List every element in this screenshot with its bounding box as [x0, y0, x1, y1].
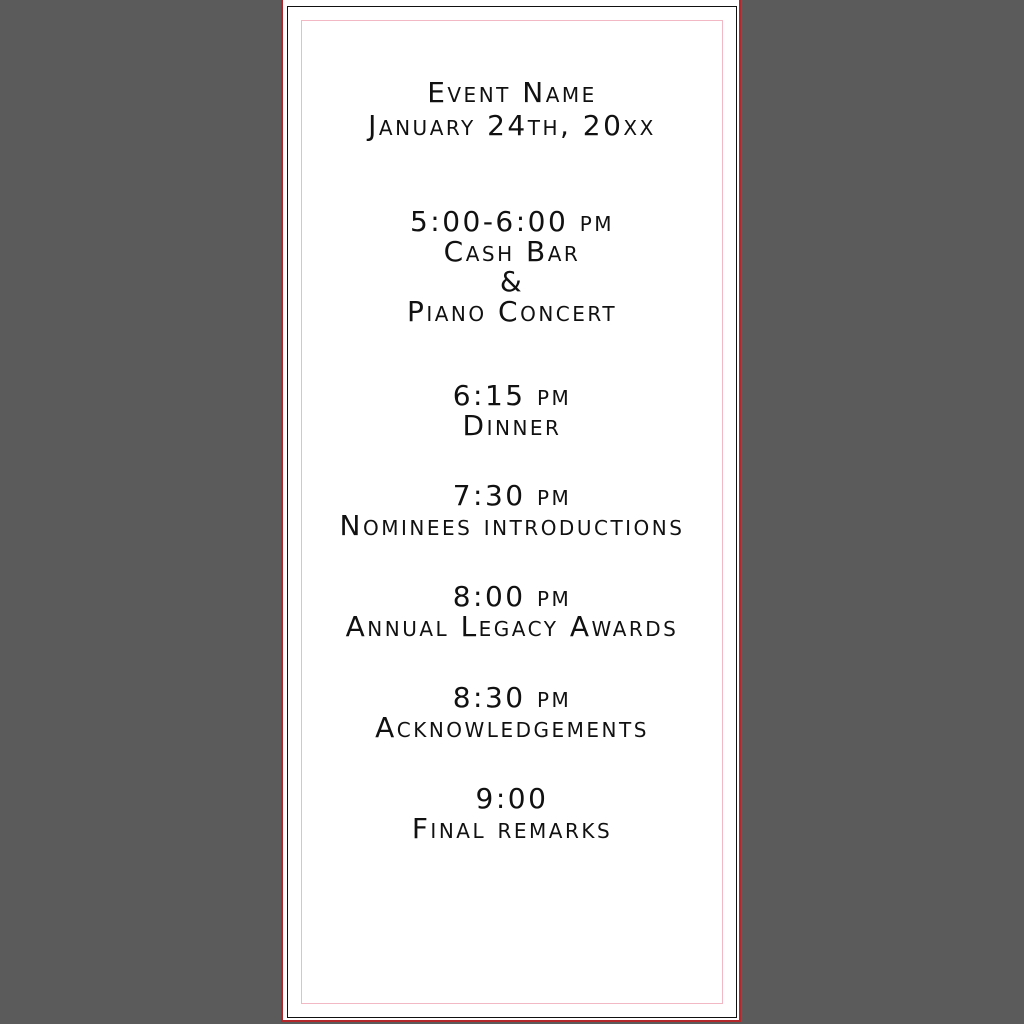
- schedule-time: 7:30 pm: [452, 479, 572, 512]
- schedule-activity: Final remarks: [411, 812, 613, 845]
- schedule-item: [301, 784, 723, 844]
- event-date: January 24th, 20xx: [368, 109, 656, 142]
- schedule-activity: Annual Legacy Awards: [345, 610, 679, 643]
- schedule-time: 9:00: [475, 782, 549, 815]
- schedule-item: [301, 582, 723, 642]
- event-name: Event Name: [427, 76, 597, 109]
- schedule-item: [301, 683, 723, 743]
- schedule-item: [301, 481, 723, 541]
- event-header: [301, 76, 723, 142]
- schedule-time: 6:15 pm: [452, 379, 572, 412]
- schedule-activity: &: [499, 265, 525, 298]
- schedule-time: 8:00 pm: [452, 580, 572, 613]
- schedule-item: [301, 207, 723, 327]
- schedule-activity: Nominees introductions: [339, 509, 685, 542]
- schedule-item: [301, 381, 723, 441]
- schedule-activity: Cash Bar: [443, 235, 581, 268]
- schedule-activity: Piano Concert: [406, 295, 618, 328]
- schedule-time: 8:30 pm: [452, 681, 572, 714]
- schedule-activity: Acknowledgements: [375, 711, 649, 744]
- schedule-activity: Dinner: [462, 409, 562, 442]
- schedule-time: 5:00-6:00 pm: [409, 205, 615, 238]
